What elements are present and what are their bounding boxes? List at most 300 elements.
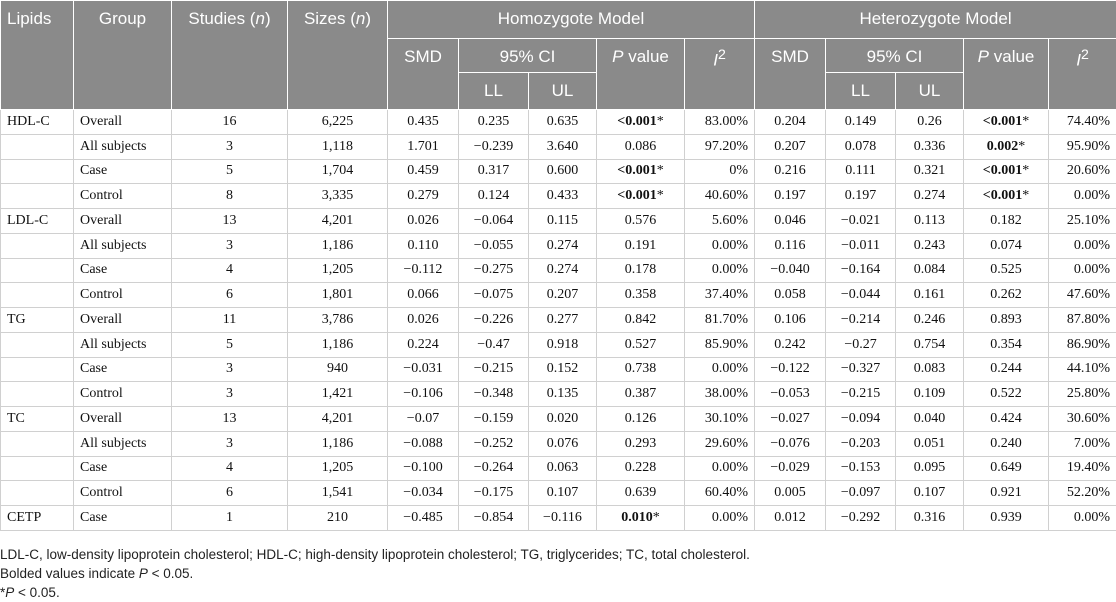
hetero-ll-cell: −0.164 — [826, 258, 896, 283]
hetero-ul-cell: 0.084 — [896, 258, 964, 283]
table-row — [1, 481, 1116, 506]
homo-i2-cell: 5.60% — [685, 209, 755, 234]
lipid-cell: TC — [1, 407, 74, 432]
homo-ll-cell: −0.055 — [459, 233, 529, 258]
group-cell: Control — [74, 184, 172, 209]
p-value-text: 0.939 — [990, 510, 1022, 525]
homo-i2-cell: 0.00% — [685, 506, 755, 531]
homo-ul-cell: 0.600 — [529, 159, 597, 184]
hetero-ul-cell: 0.109 — [896, 382, 964, 407]
hetero-ll-cell: −0.153 — [826, 456, 896, 481]
group-cell: Overall — [74, 407, 172, 432]
p-value-text: 0.228 — [625, 460, 657, 475]
homo-ul-cell: −0.116 — [529, 506, 597, 531]
homo-smd-cell: 1.701 — [388, 134, 459, 159]
note-abbreviations: LDL-C, low-density lipoprotein cholesterol; HDL-C; high-density lipoprotein cholesterol; TG, triglycerides; TC, total cholesterol. — [0, 545, 750, 564]
homo-ul-cell: 0.152 — [529, 357, 597, 382]
sizes-cell: 1,186 — [288, 431, 388, 456]
lipid-cell — [1, 258, 74, 283]
p-value-text: 0.074 — [990, 238, 1022, 253]
hetero-smd-cell: −0.053 — [755, 382, 826, 407]
p-value-text: 0.086 — [625, 139, 657, 154]
hetero-ll-cell: 0.197 — [826, 184, 896, 209]
homo-smd-cell: −0.07 — [388, 407, 459, 432]
sizes-cell: 1,118 — [288, 134, 388, 159]
homo-smd-cell: −0.106 — [388, 382, 459, 407]
table-row — [1, 134, 1116, 159]
studies-cell: 3 — [172, 431, 288, 456]
homo-ul-cell: 0.635 — [529, 110, 597, 135]
header-hetero-ul: UL — [896, 73, 964, 110]
p-value-text: 0.525 — [990, 262, 1022, 277]
hetero-i2-cell: 19.40% — [1049, 456, 1116, 481]
homo-ll-cell: −0.075 — [459, 283, 529, 308]
header-homozygote-model: Homozygote Model — [388, 1, 755, 39]
group-cell: Overall — [74, 209, 172, 234]
studies-cell: 3 — [172, 357, 288, 382]
hetero-p-cell — [964, 233, 1049, 258]
hetero-ul-cell: 0.274 — [896, 184, 964, 209]
hetero-ul-cell: 0.246 — [896, 308, 964, 333]
group-cell: Overall — [74, 110, 172, 135]
hetero-ll-cell: −0.203 — [826, 431, 896, 456]
significance-star: * — [657, 163, 664, 178]
p-value-text: 0.293 — [625, 436, 657, 451]
table-row — [1, 407, 1116, 432]
hetero-ul-cell: 0.321 — [896, 159, 964, 184]
p-value-text: 0.387 — [625, 386, 657, 401]
hetero-ul-cell: 0.243 — [896, 233, 964, 258]
homo-smd-cell: −0.031 — [388, 357, 459, 382]
hetero-p-cell — [964, 308, 1049, 333]
sizes-cell: 940 — [288, 357, 388, 382]
homo-i2-cell: 38.00% — [685, 382, 755, 407]
hetero-i2-cell: 47.60% — [1049, 283, 1116, 308]
p-value-text: 0.576 — [625, 213, 657, 228]
table-row — [1, 233, 1116, 258]
table-row — [1, 258, 1116, 283]
sizes-cell: 1,205 — [288, 258, 388, 283]
homo-i2-cell: 81.70% — [685, 308, 755, 333]
homo-p-cell — [597, 332, 685, 357]
sizes-cell: 1,205 — [288, 456, 388, 481]
sizes-cell: 1,801 — [288, 283, 388, 308]
p-value-text: 0.354 — [990, 337, 1022, 352]
sizes-cell: 4,201 — [288, 209, 388, 234]
lipid-cell — [1, 456, 74, 481]
studies-cell: 3 — [172, 134, 288, 159]
sizes-cell: 6,225 — [288, 110, 388, 135]
homo-p-cell — [597, 431, 685, 456]
p-value-text: 0.262 — [990, 287, 1022, 302]
homo-i2-cell: 29.60% — [685, 431, 755, 456]
homo-p-cell — [597, 134, 685, 159]
hetero-smd-cell: −0.040 — [755, 258, 826, 283]
homo-smd-cell: 0.110 — [388, 233, 459, 258]
homo-ul-cell: 3.640 — [529, 134, 597, 159]
homo-ul-cell: 0.277 — [529, 308, 597, 333]
p-value-text: 0.893 — [990, 312, 1022, 327]
studies-cell: 5 — [172, 159, 288, 184]
hetero-i2-cell: 30.60% — [1049, 407, 1116, 432]
hetero-i2-cell: 0.00% — [1049, 233, 1116, 258]
table-row — [1, 209, 1116, 234]
homo-p-cell — [597, 258, 685, 283]
p-value-text: 0.527 — [625, 337, 657, 352]
homo-i2-cell: 60.40% — [685, 481, 755, 506]
hetero-ll-cell: −0.097 — [826, 481, 896, 506]
hetero-ll-cell: −0.214 — [826, 308, 896, 333]
homo-smd-cell: 0.279 — [388, 184, 459, 209]
hetero-ul-cell: 0.336 — [896, 134, 964, 159]
table-row — [1, 506, 1116, 531]
hetero-smd-cell: 0.216 — [755, 159, 826, 184]
hetero-i2-cell: 0.00% — [1049, 506, 1116, 531]
p-value-text: 0.178 — [625, 262, 657, 277]
homo-ll-cell: −0.239 — [459, 134, 529, 159]
homo-ll-cell: −0.47 — [459, 332, 529, 357]
homo-i2-cell: 0.00% — [685, 258, 755, 283]
sizes-cell: 4,201 — [288, 407, 388, 432]
hetero-ll-cell: −0.292 — [826, 506, 896, 531]
group-cell: Control — [74, 283, 172, 308]
homo-ll-cell: −0.226 — [459, 308, 529, 333]
lipid-cell — [1, 184, 74, 209]
header-hetero-smd: SMD — [755, 39, 826, 110]
homo-ll-cell: −0.159 — [459, 407, 529, 432]
sizes-cell: 1,704 — [288, 159, 388, 184]
hetero-ll-cell: −0.021 — [826, 209, 896, 234]
table-row — [1, 110, 1116, 135]
p-value-text: 0.921 — [990, 485, 1022, 500]
homo-i2-cell: 85.90% — [685, 332, 755, 357]
significance-star: * — [1022, 188, 1029, 203]
hetero-smd-cell: 0.242 — [755, 332, 826, 357]
header-group: Group — [74, 1, 172, 110]
hetero-ul-cell: 0.113 — [896, 209, 964, 234]
hetero-i2-cell: 44.10% — [1049, 357, 1116, 382]
note-bold: Bolded values indicate P < 0.05. — [0, 564, 750, 583]
p-value-text: 0.126 — [625, 411, 657, 426]
homo-ul-cell: 0.918 — [529, 332, 597, 357]
group-cell: Control — [74, 382, 172, 407]
homo-ll-cell: 0.317 — [459, 159, 529, 184]
sizes-cell: 1,421 — [288, 382, 388, 407]
hetero-ul-cell: 0.754 — [896, 332, 964, 357]
table-row — [1, 308, 1116, 333]
hetero-i2-cell: 0.00% — [1049, 184, 1116, 209]
hetero-i2-cell: 25.80% — [1049, 382, 1116, 407]
homo-i2-cell: 40.60% — [685, 184, 755, 209]
hetero-ul-cell: 0.051 — [896, 431, 964, 456]
homo-smd-cell: −0.034 — [388, 481, 459, 506]
group-cell: All subjects — [74, 332, 172, 357]
lipid-cell: CETP — [1, 506, 74, 531]
header-heterozygote-model: Heterozygote Model — [755, 1, 1116, 39]
hetero-i2-cell: 74.40% — [1049, 110, 1116, 135]
hetero-ul-cell: 0.040 — [896, 407, 964, 432]
hetero-ul-cell: 0.26 — [896, 110, 964, 135]
group-cell: Case — [74, 456, 172, 481]
sizes-cell: 1,541 — [288, 481, 388, 506]
hetero-i2-cell: 20.60% — [1049, 159, 1116, 184]
hetero-i2-cell: 0.00% — [1049, 258, 1116, 283]
hetero-smd-cell: 0.058 — [755, 283, 826, 308]
homo-ll-cell: −0.175 — [459, 481, 529, 506]
homo-ll-cell: −0.252 — [459, 431, 529, 456]
significance-star: * — [1022, 114, 1029, 129]
p-value-text: 0.240 — [990, 436, 1022, 451]
hetero-i2-cell: 25.10% — [1049, 209, 1116, 234]
table-body — [1, 110, 1116, 531]
lipid-cell — [1, 382, 74, 407]
homo-i2-cell: 0.00% — [685, 233, 755, 258]
homo-smd-cell: 0.026 — [388, 209, 459, 234]
hetero-smd-cell: −0.076 — [755, 431, 826, 456]
homo-ul-cell: 0.207 — [529, 283, 597, 308]
hetero-ll-cell: −0.327 — [826, 357, 896, 382]
hetero-smd-cell: 0.197 — [755, 184, 826, 209]
p-value-text: 0.522 — [990, 386, 1022, 401]
hetero-p-cell — [964, 283, 1049, 308]
homo-p-cell — [597, 357, 685, 382]
significance-star: * — [1018, 139, 1025, 154]
p-value-text: 0.358 — [625, 287, 657, 302]
hetero-p-cell — [964, 481, 1049, 506]
hetero-smd-cell: 0.046 — [755, 209, 826, 234]
header-hetero-p: P value — [964, 39, 1049, 110]
header-hetero-ci: 95% CI — [826, 39, 964, 73]
header-sizes: Sizes (n) — [288, 1, 388, 110]
homo-ul-cell: 0.433 — [529, 184, 597, 209]
homo-ul-cell: 0.135 — [529, 382, 597, 407]
lipid-cell — [1, 431, 74, 456]
studies-cell: 8 — [172, 184, 288, 209]
hetero-ll-cell: 0.149 — [826, 110, 896, 135]
p-value-text: 0.010 — [621, 510, 653, 525]
header-hetero-i2: $I^2$ — [1049, 39, 1116, 110]
homo-i2-cell: 37.40% — [685, 283, 755, 308]
hetero-ul-cell: 0.083 — [896, 357, 964, 382]
lipid-cell: TG — [1, 308, 74, 333]
sizes-cell: 1,186 — [288, 332, 388, 357]
hetero-smd-cell: 0.012 — [755, 506, 826, 531]
homo-ll-cell: −0.854 — [459, 506, 529, 531]
homo-p-cell — [597, 382, 685, 407]
homo-ll-cell: −0.215 — [459, 357, 529, 382]
p-value-text: 0.191 — [625, 238, 657, 253]
lipid-cell — [1, 233, 74, 258]
header-homo-ci: 95% CI — [459, 39, 597, 73]
homo-p-cell — [597, 456, 685, 481]
homo-smd-cell: −0.100 — [388, 456, 459, 481]
hetero-p-cell — [964, 407, 1049, 432]
hetero-ll-cell: −0.044 — [826, 283, 896, 308]
homo-p-cell — [597, 506, 685, 531]
hetero-ll-cell: −0.094 — [826, 407, 896, 432]
homo-ul-cell: 0.063 — [529, 456, 597, 481]
homo-smd-cell: −0.485 — [388, 506, 459, 531]
homo-p-cell — [597, 159, 685, 184]
studies-cell: 3 — [172, 233, 288, 258]
hetero-p-cell — [964, 209, 1049, 234]
sizes-cell: 210 — [288, 506, 388, 531]
homo-ll-cell: −0.064 — [459, 209, 529, 234]
homo-p-cell — [597, 407, 685, 432]
homo-p-cell — [597, 110, 685, 135]
lipid-cell — [1, 283, 74, 308]
homo-ul-cell: 0.020 — [529, 407, 597, 432]
note-star: *P < 0.05. — [0, 583, 750, 602]
homo-smd-cell: 0.224 — [388, 332, 459, 357]
table-header — [1, 1, 1116, 110]
hetero-p-cell — [964, 110, 1049, 135]
hetero-smd-cell: 0.204 — [755, 110, 826, 135]
hetero-ul-cell: 0.107 — [896, 481, 964, 506]
homo-smd-cell: 0.459 — [388, 159, 459, 184]
studies-cell: 11 — [172, 308, 288, 333]
studies-cell: 13 — [172, 407, 288, 432]
homo-p-cell — [597, 209, 685, 234]
hetero-i2-cell: 7.00% — [1049, 431, 1116, 456]
group-cell: All subjects — [74, 233, 172, 258]
hetero-ll-cell: −0.011 — [826, 233, 896, 258]
p-value-text: <0.001 — [983, 188, 1022, 203]
hetero-i2-cell: 95.90% — [1049, 134, 1116, 159]
studies-cell: 4 — [172, 258, 288, 283]
hetero-smd-cell: 0.207 — [755, 134, 826, 159]
hetero-p-cell — [964, 431, 1049, 456]
studies-cell: 5 — [172, 332, 288, 357]
homo-i2-cell: 30.10% — [685, 407, 755, 432]
hetero-p-cell — [964, 332, 1049, 357]
homo-smd-cell: 0.026 — [388, 308, 459, 333]
studies-cell: 3 — [172, 382, 288, 407]
hetero-ul-cell: 0.161 — [896, 283, 964, 308]
group-cell: Overall — [74, 308, 172, 333]
homo-i2-cell: 83.00% — [685, 110, 755, 135]
hetero-p-cell — [964, 134, 1049, 159]
studies-cell: 13 — [172, 209, 288, 234]
table-row — [1, 184, 1116, 209]
hetero-p-cell — [964, 382, 1049, 407]
hetero-p-cell — [964, 456, 1049, 481]
group-cell: Case — [74, 506, 172, 531]
hetero-p-cell — [964, 506, 1049, 531]
hetero-smd-cell: 0.005 — [755, 481, 826, 506]
group-cell: Control — [74, 481, 172, 506]
header-homo-i2: $I^2$ — [685, 39, 755, 110]
hetero-p-cell — [964, 258, 1049, 283]
p-value-text: <0.001 — [617, 163, 656, 178]
hetero-p-cell — [964, 357, 1049, 382]
hetero-i2-cell: 87.80% — [1049, 308, 1116, 333]
homo-smd-cell: −0.112 — [388, 258, 459, 283]
homo-p-cell — [597, 308, 685, 333]
homo-smd-cell: 0.066 — [388, 283, 459, 308]
hetero-p-cell — [964, 184, 1049, 209]
hetero-smd-cell: −0.122 — [755, 357, 826, 382]
p-value-text: 0.639 — [625, 485, 657, 500]
p-value-text: 0.244 — [990, 361, 1022, 376]
lipid-cell: HDL-C — [1, 110, 74, 135]
significance-star: * — [657, 114, 664, 129]
significance-star: * — [653, 510, 660, 525]
lipid-cell — [1, 332, 74, 357]
p-value-text: 0.649 — [990, 460, 1022, 475]
hetero-ll-cell: −0.215 — [826, 382, 896, 407]
homo-ll-cell: −0.275 — [459, 258, 529, 283]
lipid-cell — [1, 481, 74, 506]
homo-ll-cell: −0.264 — [459, 456, 529, 481]
lipid-cell — [1, 134, 74, 159]
lipid-cell: LDL-C — [1, 209, 74, 234]
studies-cell: 6 — [172, 481, 288, 506]
group-cell: Case — [74, 159, 172, 184]
group-cell: All subjects — [74, 431, 172, 456]
significance-star: * — [657, 188, 664, 203]
homo-smd-cell: −0.088 — [388, 431, 459, 456]
hetero-i2-cell: 52.20% — [1049, 481, 1116, 506]
hetero-smd-cell: 0.116 — [755, 233, 826, 258]
hetero-smd-cell: −0.027 — [755, 407, 826, 432]
homo-i2-cell: 0.00% — [685, 456, 755, 481]
sizes-cell: 3,786 — [288, 308, 388, 333]
homo-ul-cell: 0.274 — [529, 233, 597, 258]
homo-ll-cell: −0.348 — [459, 382, 529, 407]
homo-i2-cell: 0% — [685, 159, 755, 184]
homo-p-cell — [597, 233, 685, 258]
p-value-text: 0.842 — [625, 312, 657, 327]
header-homo-ll: LL — [459, 73, 529, 110]
group-cell: Case — [74, 258, 172, 283]
table-row — [1, 431, 1116, 456]
header-hetero-ll: LL — [826, 73, 896, 110]
lipid-cell — [1, 159, 74, 184]
table-row — [1, 357, 1116, 382]
hetero-smd-cell: 0.106 — [755, 308, 826, 333]
table-row — [1, 283, 1116, 308]
homo-p-cell — [597, 283, 685, 308]
hetero-p-cell — [964, 159, 1049, 184]
p-value-text: <0.001 — [983, 114, 1022, 129]
homo-p-cell — [597, 184, 685, 209]
homo-ul-cell: 0.274 — [529, 258, 597, 283]
hetero-ul-cell: 0.316 — [896, 506, 964, 531]
header-homo-ul: UL — [529, 73, 597, 110]
homo-ul-cell: 0.115 — [529, 209, 597, 234]
significance-star: * — [1022, 163, 1029, 178]
table-notes — [0, 545, 750, 602]
studies-cell: 16 — [172, 110, 288, 135]
hetero-ll-cell: 0.078 — [826, 134, 896, 159]
p-value-text: 0.182 — [990, 213, 1022, 228]
table-row — [1, 159, 1116, 184]
hetero-ul-cell: 0.095 — [896, 456, 964, 481]
header-homo-smd: SMD — [388, 39, 459, 110]
hetero-ll-cell: −0.27 — [826, 332, 896, 357]
homo-ul-cell: 0.076 — [529, 431, 597, 456]
homo-ll-cell: 0.124 — [459, 184, 529, 209]
p-value-text: <0.001 — [983, 163, 1022, 178]
p-value-text: <0.001 — [617, 188, 656, 203]
lipid-cell — [1, 357, 74, 382]
table-row — [1, 382, 1116, 407]
table-row — [1, 456, 1116, 481]
sizes-cell: 3,335 — [288, 184, 388, 209]
homo-smd-cell: 0.435 — [388, 110, 459, 135]
group-cell: Case — [74, 357, 172, 382]
